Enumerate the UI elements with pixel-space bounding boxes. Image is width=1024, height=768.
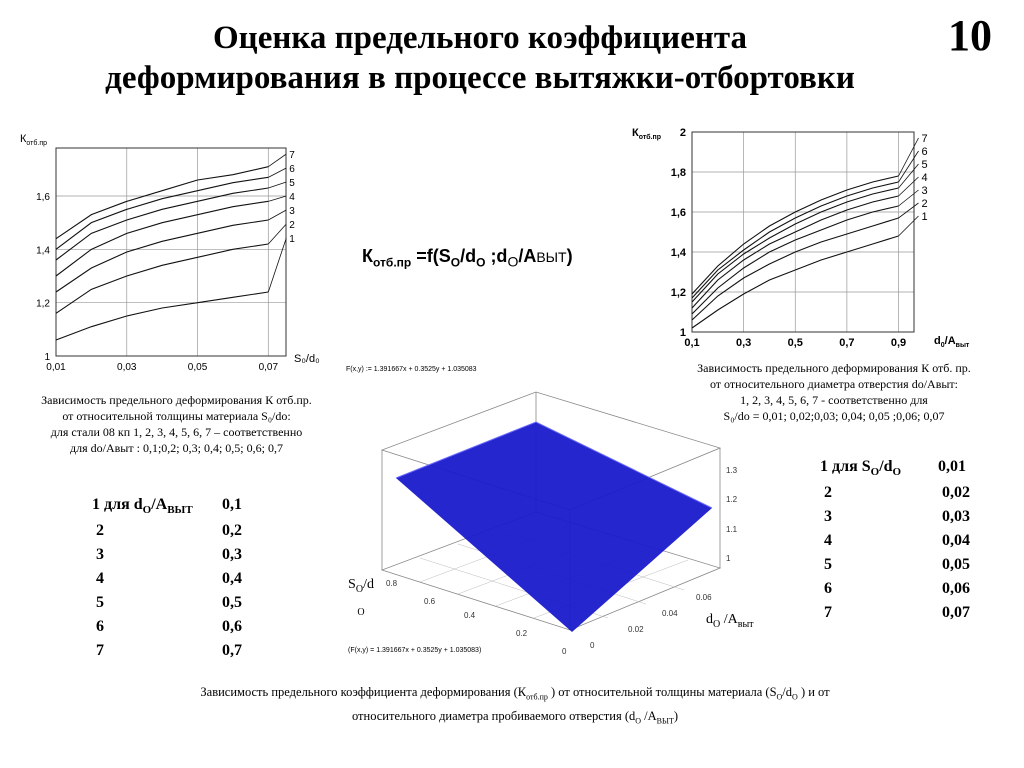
x-tick-label: 0,5 <box>787 337 803 349</box>
y-tick-label: 1,2 <box>670 287 686 299</box>
chart-3d-equation-bottom: (F(x,y) = 1.391667x + 0.3525y + 1.035083) <box>348 647 482 654</box>
x-tick-label: 0,01 <box>46 362 66 373</box>
legend-row-key: 5 <box>824 556 832 573</box>
slide-number: 10 <box>948 11 992 60</box>
legend-row-value: 0,2 <box>222 522 242 539</box>
series-line-6 <box>56 177 268 249</box>
series-leader-3 <box>899 190 919 206</box>
chart-3d-surface-plane <box>396 422 712 632</box>
chart-3d-equation-top: F(x,y) := 1.391667x + 0.3525y + 1.035083 <box>346 366 477 373</box>
x-tick-label: 0,03 <box>117 362 137 373</box>
x-tick-label: 0,7 <box>839 337 855 349</box>
series-label-1: 1 <box>289 234 295 245</box>
series-leader-7 <box>899 138 919 176</box>
plot-frame <box>692 132 914 332</box>
series-leader-3 <box>268 210 286 220</box>
y-tick-0: 0 <box>590 641 595 650</box>
y-tick-0.02: 0.02 <box>628 625 644 634</box>
y-tick-label: 1 <box>679 327 686 339</box>
legend-right-header-value: 0,01 <box>938 458 966 475</box>
legend-left-header: 1 для $d_O/A_{ВЫТ}$ <box>92 496 193 517</box>
y-tick-label: 1,8 <box>670 167 686 179</box>
legend-row-key: 2 <box>96 522 104 539</box>
legend-row-value: 0,6 <box>222 618 242 635</box>
legend-left <box>92 496 272 666</box>
legend-row-value: 0,7 <box>222 642 242 659</box>
legend-row-value: 0,5 <box>222 594 242 611</box>
series-label-5: 5 <box>921 159 928 171</box>
slide-title <box>0 18 960 98</box>
y-tick-0.04: 0.04 <box>662 609 678 618</box>
chart-left-x-label: S₀/d₀ <box>294 353 320 365</box>
x-tick-label: 0,1 <box>684 337 700 349</box>
series-leader-5 <box>899 164 919 188</box>
series-line-1 <box>56 292 268 340</box>
chart-3d-axis-s-label: $S_O/d$ $_O$ <box>348 577 374 618</box>
chart-right <box>632 124 997 359</box>
chart-left-plot <box>36 148 295 373</box>
series-label-3: 3 <box>289 206 295 217</box>
x-tick-0: 0 <box>562 647 567 656</box>
z-tick-1.3: 1.3 <box>726 466 738 475</box>
chart-left-y-label: $К_{отб.пр}$ <box>20 133 48 147</box>
legend-row-key: 4 <box>96 570 104 587</box>
legend-row-value: 0,03 <box>942 508 970 525</box>
legend-row-key: 2 <box>824 484 832 501</box>
chart-left <box>14 128 339 386</box>
caption-bottom: Зависимость предельного коэффициента деформирования ($К_{отб.пр}$ ) от относительной толщины материала ($S_O/d_O$ ) и от относительного диаметра пробиваемого отверстия ($d_O$ $/A_{ВЫТ}$) <box>200 685 830 725</box>
title-line-2: деформирования в процессе вытяжки-отбортовки <box>105 60 855 96</box>
x-tick-label: 0,07 <box>258 362 279 373</box>
legend-row-value: 0,4 <box>222 570 242 587</box>
series-leader-2 <box>268 224 286 244</box>
legend-row-key: 3 <box>824 508 832 525</box>
series-leader-6 <box>268 168 286 177</box>
z-tick-1: 1 <box>726 554 731 563</box>
x-tick-0.2: 0.2 <box>516 629 528 638</box>
series-label-2: 2 <box>921 198 928 210</box>
y-tick-label: 1,6 <box>670 207 686 219</box>
legend-row-value: 0,3 <box>222 546 242 563</box>
y-tick-label: 1,4 <box>670 247 686 259</box>
series-leader-1 <box>268 238 286 292</box>
series-label-3: 3 <box>921 185 928 197</box>
series-label-4: 4 <box>289 192 295 203</box>
legend-row-value: 0,06 <box>942 580 970 597</box>
formula: $К_{отб.пр} =f(S_O/d_O$ $;d_O/AВЫТ$) <box>362 246 573 270</box>
y-tick-label: 1,6 <box>36 192 50 203</box>
x-tick-0.6: 0.6 <box>424 597 436 606</box>
series-leader-7 <box>268 154 286 167</box>
x-tick-label: 0,05 <box>187 362 208 373</box>
z-tick-1.2: 1.2 <box>726 495 738 504</box>
series-leader-5 <box>268 182 286 188</box>
legend-row-key: 3 <box>96 546 104 563</box>
chart-3d-z-ticks <box>726 466 738 563</box>
series-leader-4 <box>899 177 919 196</box>
chart-3d-axis-d-label: $d_O$ $/A_{выт}$ <box>706 612 754 630</box>
legend-row-key: 7 <box>96 642 104 659</box>
series-label-4: 4 <box>921 172 928 184</box>
legend-right <box>820 458 1010 628</box>
legend-row-key: 5 <box>96 594 104 611</box>
x-tick-label: 0,3 <box>735 337 752 349</box>
y-tick-label: 1 <box>44 352 50 363</box>
chart-right-x-label: $d_0/A_{выт}$ <box>934 335 970 349</box>
caption-left: Зависимость предельного деформирования К отб.пр. от относительной толщины материала S₀/do: для стали 08 кп 1, 2, 3, 4, 5, 6, 7 – соответственно для do/Aвыт : 0,1;0,2; 0,3; 0,4; 0,5; 0,6; 0,7 <box>41 393 312 455</box>
chart-right-plot <box>671 127 928 349</box>
series-label-5: 5 <box>289 178 295 189</box>
legend-row-value: 0,07 <box>942 604 970 621</box>
z-tick-1.1: 1.1 <box>726 525 738 534</box>
series-line-7 <box>56 167 268 239</box>
series-leader-2 <box>899 203 919 218</box>
legend-row-value: 0,05 <box>942 556 970 573</box>
series-label-6: 6 <box>921 146 928 158</box>
series-label-6: 6 <box>289 164 295 175</box>
x-tick-0.8: 0.8 <box>386 579 398 588</box>
series-line-3 <box>56 220 268 292</box>
legend-row-key: 4 <box>824 532 832 549</box>
legend-row-key: 6 <box>824 580 832 597</box>
legend-row-key: 7 <box>824 604 832 621</box>
series-label-2: 2 <box>289 220 295 231</box>
y-tick-label: 1,4 <box>36 245 50 257</box>
legend-left-header-value: 0,1 <box>222 496 242 513</box>
legend-right-header: 1 для $S_O/d_O$ <box>820 458 902 479</box>
series-leader-6 <box>899 151 919 182</box>
title-line-1: Оценка предельного коэффициента <box>213 20 747 56</box>
caption-right: Зависимость предельного деформирования К отб. пр. от относительного диаметра отверстия do/Aвыт: 1, 2, 3, 4, 5, 6, 7 - соответственно для S₀/do = 0,01; 0,02;0,03; 0,04; 0,05 ;0,06; 0,07 <box>697 361 971 423</box>
legend-row-key: 6 <box>96 618 104 635</box>
y-tick-label: 2 <box>679 127 686 139</box>
series-leader-1 <box>899 216 919 236</box>
series-leader-4 <box>268 196 286 201</box>
series-label-7: 7 <box>289 150 295 161</box>
plot-frame <box>56 148 286 356</box>
series-label-1: 1 <box>921 211 928 223</box>
chart-right-y-label: $К_{отб.пр}$ <box>632 127 662 141</box>
y-tick-0.06: 0.06 <box>696 593 712 602</box>
legend-row-value: 0,04 <box>942 532 970 549</box>
x-tick-0.4: 0.4 <box>464 611 476 620</box>
x-tick-label: 0,9 <box>890 337 907 349</box>
chart-3d-y-ticks <box>590 593 712 650</box>
legend-row-value: 0,02 <box>942 484 970 501</box>
y-tick-label: 1,2 <box>36 298 50 310</box>
series-label-7: 7 <box>921 133 928 145</box>
